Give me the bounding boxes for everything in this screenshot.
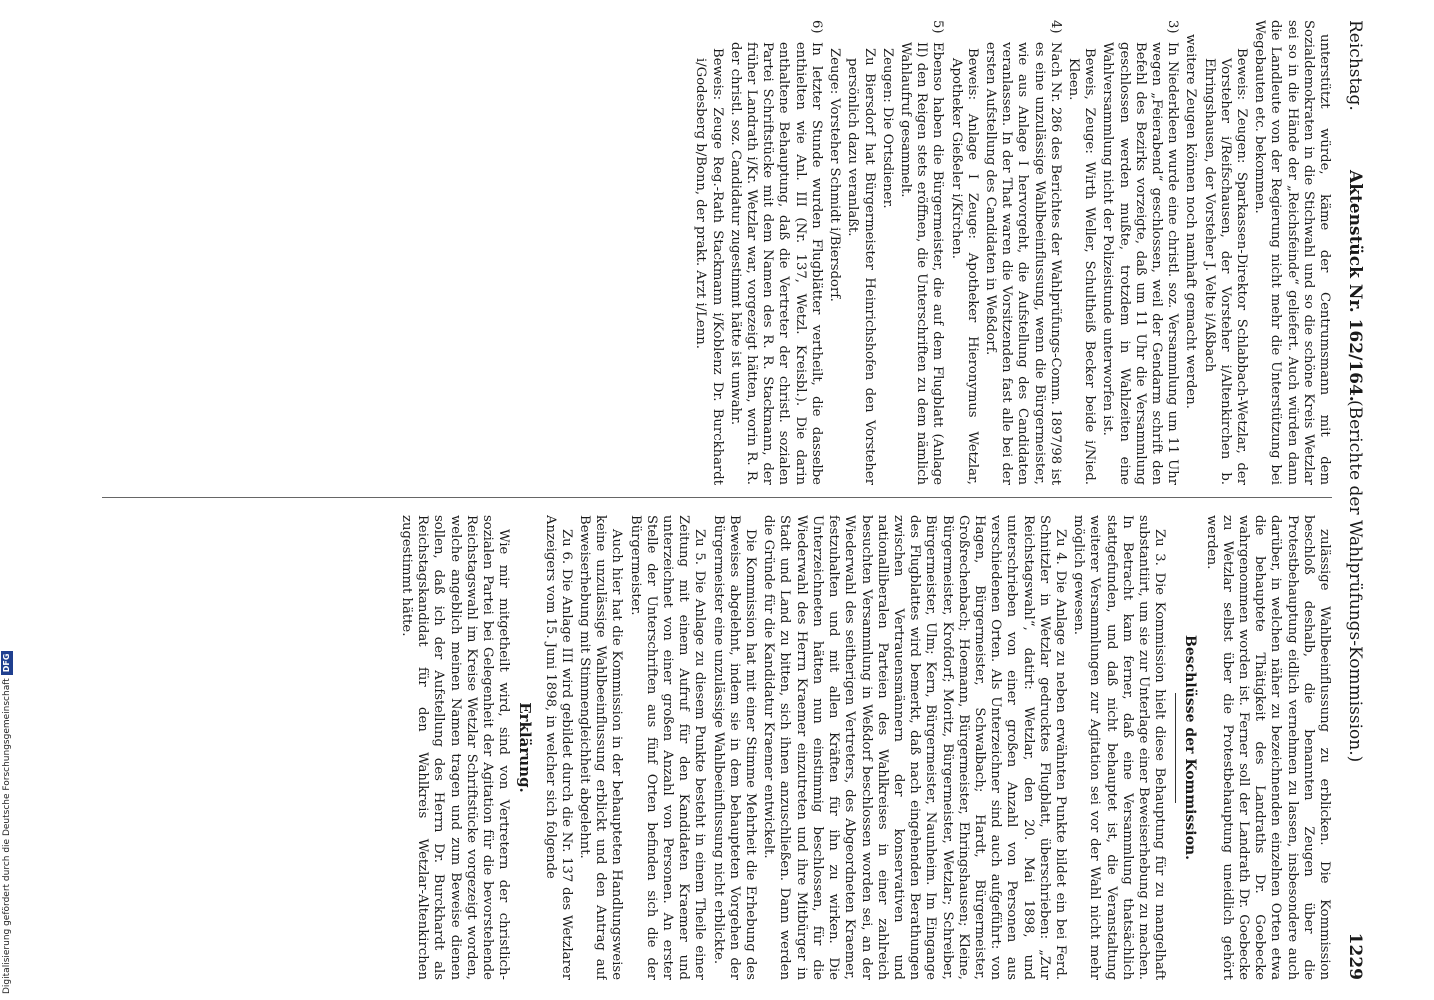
erklaerung-heading: Erklärung. [516,702,535,793]
paragraph: zulässige Wahlbeeinflussung zu erblicken. Die Kommission beschloß deshalb, die benannten Zeugen über die Protestbehauptung eidlich vernehmen zu lassen, insbesondere auch darüber, in welchen näher zu bezeichnenden einzelnen Orten etwa die behauptete Thätigkeit des Landraths Dr. Goebecke wahrgenommen worden ist. Ferner soll der Landrath Dr. Goebecke zu Wetzlar selbst über die Protestbehauptung uneidlich gehört werden. [1203,515,1332,980]
header-subtitle: (Berichte der Wahlprüfungs-Kommission.) [1345,400,1365,763]
section-heading: Beschlüsse der Kommission. [1182,635,1199,860]
beweis-text: Beweis: Zeugen: Sparkassen-Direktor Schlabbach-Wetzlar, der Vorsteher i/Reifschausen, der Vorsteher i/Altenkirchen b. Ehringshausen, der Vorsteher J. Velte i/Aßbach [1201,48,1249,485]
paragraph: Zu 6. Die Anlage III wird gebildet durch die Nr. 137 des Wetzlarer Anzeigers vom 15. Juni 1898, in welcher sich folgende [542,515,574,980]
footer-text: Digitalisierung gefördert durch die Deutsche Forschungsgemeinschaft [2,678,12,994]
item-text: Ebenso haben die Bürgermeister, die auf dem Flugblatt (Anlage II) den Reigen stets eröffnen, die Unterschriften zu dem nämlich Wahlaufruf gesammelt. [897,42,946,485]
beweis-text: Beweis, Zeuge: Wirth Weller, Schultheiß Becker beide i/Nied. Kleen. [1065,48,1098,485]
paragraph: Zu 3. Die Kommission hielt diese Behauptung für zu mangelhaft substantiirt, um sie zur Unterlage einer Beweiserhebung zu machen. In Betracht kam ferner, daß eine Versammlung thatsächlich stattgefunden, und daß nicht behauptet ist, die Veranstaltung weiterer Versammlungen zur Agitation sei vor der Wahl nicht mehr möglich gewesen. [1071,515,1168,980]
paragraph: Wie mir mitgetheilt wird, sind von Vertretern der christlich-sozialen Partei bei Gelegenheit der Agitation für die bevorstehende Reichstagswahl im Kreise Wetzlar Schriftstücke vorgezeigt worden, welche angeblich meinen Namen tragen und zum Beweise dienen sollen, daß ich der Aufstellung des Herrn Dr. Burckhardt als Reichstagskandidat für den Wahlkreis Wetzlar-Altenkirchen zugestimmt hätte. [399,515,512,980]
paragraph: Die Kommission hat mit einer Stimme Mehrheit die Erhebung des Beweises abgelehnt, indem sie in dem behaupteten Vorgehen der Bürgermeister eine unzulässige Wahlbeeinflussung nicht erblickte. [710,515,759,980]
list-item [727,20,824,485]
zeugen-text: Zeugen: Die Ortsdiener. [879,48,895,209]
item-number: 4) [1047,20,1063,34]
left-column [92,20,1332,485]
heading-rule [1175,693,1176,803]
zeugen-text: Zu Biersdorf hat Bürgermeister Heinrichshofen den Vorsteher persönlich dazu veranlaßt. [845,48,877,485]
page-number: 1229 [1345,932,1365,980]
paragraph: weitere Zeugen können noch namhaft gemacht werden. [1183,34,1199,409]
column-divider [102,497,1332,498]
list-item [897,20,946,485]
paragraph: Zu 4. Die Anlage zu neben erwähnten Punkte bildet ein bei Ferd. Schnitzler in Wetzlar gedrucktes Flugblatt, überschrieben: „Zur Reichstagswahl“, datirt: Wetzlar, den 20. Mai 1898, und unterschrieben von einer großen Anzahl von Personen aus verschiedenen Orten. Als Unterzeichner sind auch aufgeführt: von Hagen, Bürgermeister, Schwalbach; Hardt, Bürgermeister, Großrechenbach; Hoemann, Bürgermeister, Ehringshausen; Kleine, Bürgermeister, Krofdorf; Moritz, Bürgermeister, Wetzlar; Schreiber, Bürgermeister, Ulm; Kern, Bürgermeister, Naunheim. Im Eingange des Flugblattes wird bemerkt, daß nach eingehenden Berathungen zwischen Vertrauensmännern der konservativen und nationalliberalen Parteien des Wahlkreises in einer zahlreich besuchten Versammlung in Weßdorf beschlossen worden sei, an der Wiederwahl des seitherigen Vertreters, des Abgeordneten Kraemer, festzuhalten und mit allen Kräften für ihn zu wirken. Die Unterzeichneten hätten nun einstimmig beschlossen, für die Wiederwahl des Herrn Kraemer einzutreten und ihre Mitbürger in Stadt und Land zu bitten, sich ihnen anzuschließen. Dann werden die Gründe für die Kandidatur Kraemer entwickelt. [761,515,1068,980]
list-item [1099,20,1180,485]
beweis-text: Beweis: Anlage I Zeuge: Apotheker Hieronymus Wetzlar, Apotheker Gießeler i/Kirchen. [948,48,980,485]
item-number: 3) [1165,20,1181,34]
header-title: Aktenstück Nr. 162/164. [1345,170,1365,402]
beweis-text: Beweis: Zeuge Reg.-Rath Stackmann i/Koblenz Dr. Burckhardt i/Godesberg b/Bonn, der prakt. Arzt i/Lenn. [693,48,725,485]
item-text: In Niederkleen wurde eine christl. soz. Versammlung um 11 Uhr wegen „Feierabend“ geschlossen, weil der Gendarm schrift den Befehl des Bezirks vorzeigte, daß um 11 Uhr die Versammlung geschlossen werden mußte, trotzdem in Wahlzeiten eine Wahlversammlung nicht der Polizeistunde unterworfen ist. [1100,42,1181,485]
paragraph: unterstützt würde, käme der Centrumsmann mit dem Sozialdemokraten in die Stichwahl und so die schöne Kreis Wetzlar sei so in die Hände der „Reichsfeinde“ geliefert. Auch würden dann die Landleute von der Regierung nicht mehr die Unterstützung bei Wegebauten etc. bekommen. [1252,20,1332,485]
item-number: 5) [930,20,946,34]
page-header [1338,20,1372,980]
header-left: Reichstag. [1345,20,1365,111]
item-text: Nach Nr. 286 des Berichtes der Wahlprüfungs-Comm. 1897/98 ist es eine unzulässige Wahlbeeinflussung, wenn die Bürgermeister, wie aus Anlage I hervorgeht, die Aufstellung des Candidaten veranlassen. In der That waren die Vorsitzenden fast alle bei der ersten Aufstellung des Candidaten in Weßdorf. [982,42,1063,485]
right-column [92,515,1332,980]
rotated-document [80,0,1380,1000]
list-item [982,20,1063,485]
item-number: 6) [808,20,824,34]
dfg-logo: DFG [1,651,13,676]
paragraph: Auch hier hat die Kommission in der behaupteten Handlungsweise keine unzulässige Wahlbeeinflussung erblickt und den Antrag auf Beweiserhebung mit Stimmengleichheit abgelehnt. [577,515,625,980]
zeugen-text: Zeuge: Vorsteher Schmidt i/Biersdorf. [827,48,843,302]
item-text: In letzter Stunde wurden Flugblätter vertheilt, die dasselbe enthielten wie Anl. III (Nr. 137, Wetzl. Kreisbl.). Die darin enthaltene Behauptung, daß die Vertreter der christl. sozialen Partei Schriftstücke mit dem Namen des R. R. Stackmann, der früher Landrath i/Kr. Wetzlar war, vorgezeigt hätten, worin R. R. der christl. soz. Candidatur zugestimmt hätte ist unwahr. [727,42,824,485]
digitization-footer [1,394,13,994]
paragraph: Zu 5. Die Anlage zu diesem Punkte besteht in einem Theile einer Zeitung mit einem Aufruf für den Kandidaten Kraemer und unterzeichnet von einer großen Anzahl von Personen. An erster Stelle der Unterschriften aus fünf Orten befinden sich die der Bürgermeister. [627,515,708,980]
